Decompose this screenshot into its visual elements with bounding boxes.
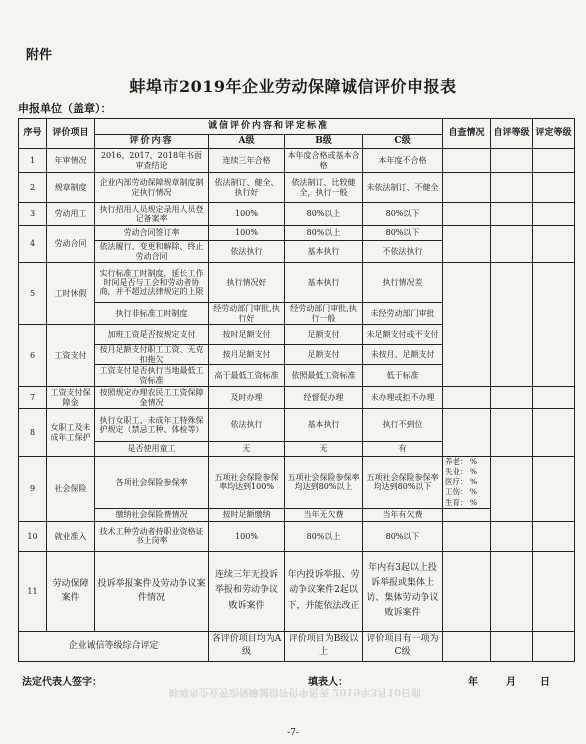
row-content: 企业内部劳动保障规章制度制定执行情况: [95, 173, 209, 203]
row-grade-a: 100%: [209, 226, 285, 241]
row-content: 依法履行、变更和解除、终止劳动合同: [95, 241, 209, 263]
row-project: 规章制度: [47, 173, 95, 203]
table-row: [19, 173, 575, 203]
row-content: 劳动合同签订率: [95, 226, 209, 241]
row-project: 就业准入: [47, 521, 95, 551]
row-seq: 8: [19, 409, 47, 457]
page-number: -7-: [287, 728, 299, 738]
date-day: 日: [540, 677, 550, 688]
row-content: 按月足额支付职工工资、无克扣拖欠: [95, 345, 209, 365]
row-grade-a: 高于最低工资标准: [209, 365, 285, 387]
self-check-cell[interactable]: [443, 149, 491, 173]
row-grade-b: 基本执行: [285, 263, 363, 303]
assess-grade-cell[interactable]: [533, 203, 575, 226]
self-grade-cell[interactable]: [491, 521, 533, 551]
row-grade-c: 未足额支付或不支付: [363, 325, 443, 345]
header-project: 评价项目: [47, 119, 95, 149]
table-row: [19, 226, 575, 241]
insurance-maternity: 生育： %: [445, 497, 478, 507]
row-project: 工资支付: [47, 325, 95, 387]
row-content: 加班工资是否按规定支付: [95, 325, 209, 345]
bleed-through-text: 蚌埠市企业劳动保障诚信评价申报表 2019年3月10日前: [168, 686, 422, 697]
evaluation-table: [18, 118, 575, 662]
row-project: 女职工及未成年工保护: [47, 409, 95, 457]
table-row: [19, 409, 575, 442]
row-grade-c: 本年度不合格: [363, 149, 443, 173]
row-grade-c: 80%以下: [363, 521, 443, 551]
row-grade-a: 无: [209, 442, 285, 457]
self-grade-cell[interactable]: [491, 203, 533, 226]
row-project: 工时休假: [47, 263, 95, 325]
row-grade-a: 按时足额缴纳: [209, 508, 285, 521]
row-seq: 1: [19, 149, 47, 173]
self-grade-cell[interactable]: [491, 631, 533, 661]
row-grade-c: 当年有欠费: [363, 508, 443, 521]
table-row: [19, 457, 575, 509]
filler-label: 填表人：: [308, 677, 348, 688]
header-self-check: 自查情况: [443, 119, 491, 149]
row-grade-a: 及时办理: [209, 387, 285, 409]
row-project: 劳动用工: [47, 203, 95, 226]
table-row: [19, 521, 575, 551]
row-seq: 10: [19, 521, 47, 551]
header-seq: 序号: [19, 119, 47, 149]
row-seq: 3: [19, 203, 47, 226]
self-check-cell[interactable]: [443, 521, 491, 551]
row-grade-a: 依法执行: [209, 241, 285, 263]
assess-grade-cell[interactable]: [533, 457, 575, 522]
attachment-label: 附件: [26, 48, 53, 63]
table-row: [19, 203, 575, 226]
row-grade-b: 依法制订、比较健全，执行一般: [285, 173, 363, 203]
row-grade-a: 五项社会保险参保率均达到100%: [209, 457, 285, 509]
row-grade-b: 足额支付: [285, 345, 363, 365]
row-grade-c: 五项社会保险参保率均达到80%以下: [363, 457, 443, 509]
row-grade-c: 未依法制订、不健全: [363, 173, 443, 203]
self-check-cell[interactable]: [443, 409, 491, 457]
table-row: [19, 263, 575, 303]
row-project: 年审情况: [47, 149, 95, 173]
insurance-injury: 工伤： %: [445, 487, 478, 497]
row-seq: 5: [19, 263, 47, 325]
row-content: 缴纳社会保险费情况: [95, 508, 209, 521]
row-content: 实行标准工时制度，延长工作时间是否与工会和劳动者协商，并不超过法律规定的上限: [95, 263, 209, 303]
self-check-cell[interactable]: [443, 226, 491, 263]
assess-grade-cell[interactable]: [533, 226, 575, 263]
assess-grade-cell[interactable]: [533, 551, 575, 631]
header-content: 评价内容: [95, 135, 209, 149]
table-row-total: [19, 631, 575, 661]
row-grade-c: 执行不到位: [363, 409, 443, 442]
row-seq: 7: [19, 387, 47, 409]
header-grade-b: B级: [285, 135, 363, 149]
row-grade-c: 年内有3起以上投诉举报或集体上访、集体劳动争议败诉案件: [363, 551, 443, 631]
row-grade-b: 无: [285, 442, 363, 457]
insurance-pension: 养老： %: [445, 457, 478, 466]
row-project: 工资支付保障金: [47, 387, 95, 409]
header-grade-c: C级: [363, 135, 443, 149]
row-content: 投诉举报案件及劳动争议案件情况: [95, 551, 209, 631]
assess-grade-cell[interactable]: [533, 149, 575, 173]
row-seq: 11: [19, 551, 47, 631]
row-grade-b: 当年无欠费: [285, 508, 363, 521]
row-grade-c: 未经劳动部门审批: [363, 303, 443, 325]
self-check-cell[interactable]: [443, 551, 491, 631]
self-grade-cell[interactable]: [491, 551, 533, 631]
self-grade-cell[interactable]: [491, 173, 533, 203]
legal-rep-signature-label: 法定代表人签字：: [22, 677, 102, 688]
row-project: 劳动保障案件: [47, 551, 95, 631]
row-grade-c: 80%以下: [363, 226, 443, 241]
self-grade-cell[interactable]: [491, 149, 533, 173]
row-grade-b: 80%以上: [285, 521, 363, 551]
assess-grade-cell[interactable]: [533, 521, 575, 551]
row-seq: 9: [19, 457, 47, 522]
table-row: [19, 149, 575, 173]
header-content-group: 诚信评价内容和评定标准: [95, 119, 443, 135]
row-content: 执行女职工、未成年工特殊保护规定（禁忌工种、体检等）: [95, 409, 209, 442]
assess-grade-cell[interactable]: [533, 387, 575, 409]
row-grade-c: 不依法执行: [363, 241, 443, 263]
table-row: [19, 387, 575, 409]
row-project: 社会保险: [47, 457, 95, 522]
row-grade-b: 依照最低工资标准: [285, 365, 363, 387]
row-grade-a: 连续三年合格: [209, 149, 285, 173]
row-grade-a: 连续三年无投诉举报和劳动争议败诉案件: [209, 551, 285, 631]
row-grade-c: 执行情况差: [363, 263, 443, 303]
row-grade-a: 依法执行: [209, 409, 285, 442]
row-content: 技术工种劳动者持职业资格证书上岗率: [95, 521, 209, 551]
row-seq: 2: [19, 173, 47, 203]
header-assess-grade: 评定等级: [533, 119, 575, 149]
row-grade-a: 经劳动部门审批,执行好: [209, 303, 285, 325]
self-check-cell[interactable]: [443, 387, 491, 409]
row-grade-b: 80%以上: [285, 203, 363, 226]
row-project: 劳动合同: [47, 226, 95, 263]
row-grade-c: 未办理或拒不办理: [363, 387, 443, 409]
row-grade-a: 依法制订、健全、执行好: [209, 173, 285, 203]
row-grade-b: 经劳动部门审批,执行一般: [285, 303, 363, 325]
row-grade-b: 年内投诉举报、劳动争议案件2起以下，并能依法改正: [285, 551, 363, 631]
row-grade-a: 按月足额支付: [209, 345, 285, 365]
self-check-cell[interactable]: [443, 263, 491, 387]
self-grade-cell[interactable]: [491, 387, 533, 409]
row-content: 按照规定办理农民工工资保障金情况: [95, 387, 209, 409]
row-grade-b: 80%以上: [285, 226, 363, 241]
self-check-cell[interactable]: [443, 508, 491, 521]
total-grade-b: 评价项目为B级以上: [285, 631, 363, 661]
assess-grade-cell[interactable]: [533, 263, 575, 387]
self-grade-cell[interactable]: [491, 409, 533, 457]
total-grade-a: 各评价项目均为A级: [209, 631, 285, 661]
row-grade-b: 经督促办理: [285, 387, 363, 409]
row-grade-c: 有: [363, 442, 443, 457]
self-grade-cell[interactable]: [491, 226, 533, 263]
row-grade-c: 低于标准: [363, 365, 443, 387]
assess-grade-cell[interactable]: [533, 409, 575, 457]
row-content: 是否使用童工: [95, 442, 209, 457]
row-content: 2016、2017、2018年书面审查结论: [95, 149, 209, 173]
page-title: 蚌埠市2019年企业劳动保障诚信评价申报表: [129, 77, 457, 96]
header-self-grade: 自评等级: [491, 119, 533, 149]
assess-grade-cell[interactable]: [533, 631, 575, 661]
row-grade-a: 100%: [209, 521, 285, 551]
self-grade-cell[interactable]: [491, 263, 533, 387]
row-grade-b: 五项社会保险参保率均达到80%以上: [285, 457, 363, 509]
total-grade-c: 评价项目有一项为C级: [363, 631, 443, 661]
self-check-cell[interactable]: [443, 173, 491, 203]
self-check-cell[interactable]: [443, 203, 491, 226]
self-check-cell[interactable]: [443, 631, 491, 661]
row-grade-a: 100%: [209, 203, 285, 226]
row-content: 执行非标准工时制度: [95, 303, 209, 325]
date-month: 月: [506, 677, 516, 688]
row-grade-c: 80%以下: [363, 203, 443, 226]
self-grade-cell[interactable]: [491, 457, 533, 522]
row-grade-c: 未按月、足额支付: [363, 345, 443, 365]
insurance-medical: 医疗： %: [445, 477, 478, 487]
row-grade-b: 基本执行: [285, 241, 363, 263]
header-grade-a: A级: [209, 135, 285, 149]
row-grade-b: 足额支付: [285, 325, 363, 345]
row-seq: 6: [19, 325, 47, 387]
assess-grade-cell[interactable]: [533, 173, 575, 203]
row-grade-a: 执行情况好: [209, 263, 285, 303]
insurance-unemployment: 失业： %: [445, 467, 478, 477]
applicant-unit-label: 申报单位（盖章）：: [18, 102, 112, 115]
row-content: 执行招用人员规定录用人员登记备案率: [95, 203, 209, 226]
insurance-rates[interactable]: [443, 457, 491, 509]
row-seq: 4: [19, 226, 47, 263]
row-grade-b: 基本执行: [285, 409, 363, 442]
row-grade-a: 按时足额支付: [209, 325, 285, 345]
date-year: 年: [468, 677, 478, 688]
row-content: 各项社会保险参保率: [95, 457, 209, 509]
row-grade-b: 本年度合格或基本合格: [285, 149, 363, 173]
row-content: 工资支付是否执行当地最低工资标准: [95, 365, 209, 387]
total-label: 企业诚信等级综合评定: [19, 631, 209, 661]
table-row: [19, 551, 575, 631]
